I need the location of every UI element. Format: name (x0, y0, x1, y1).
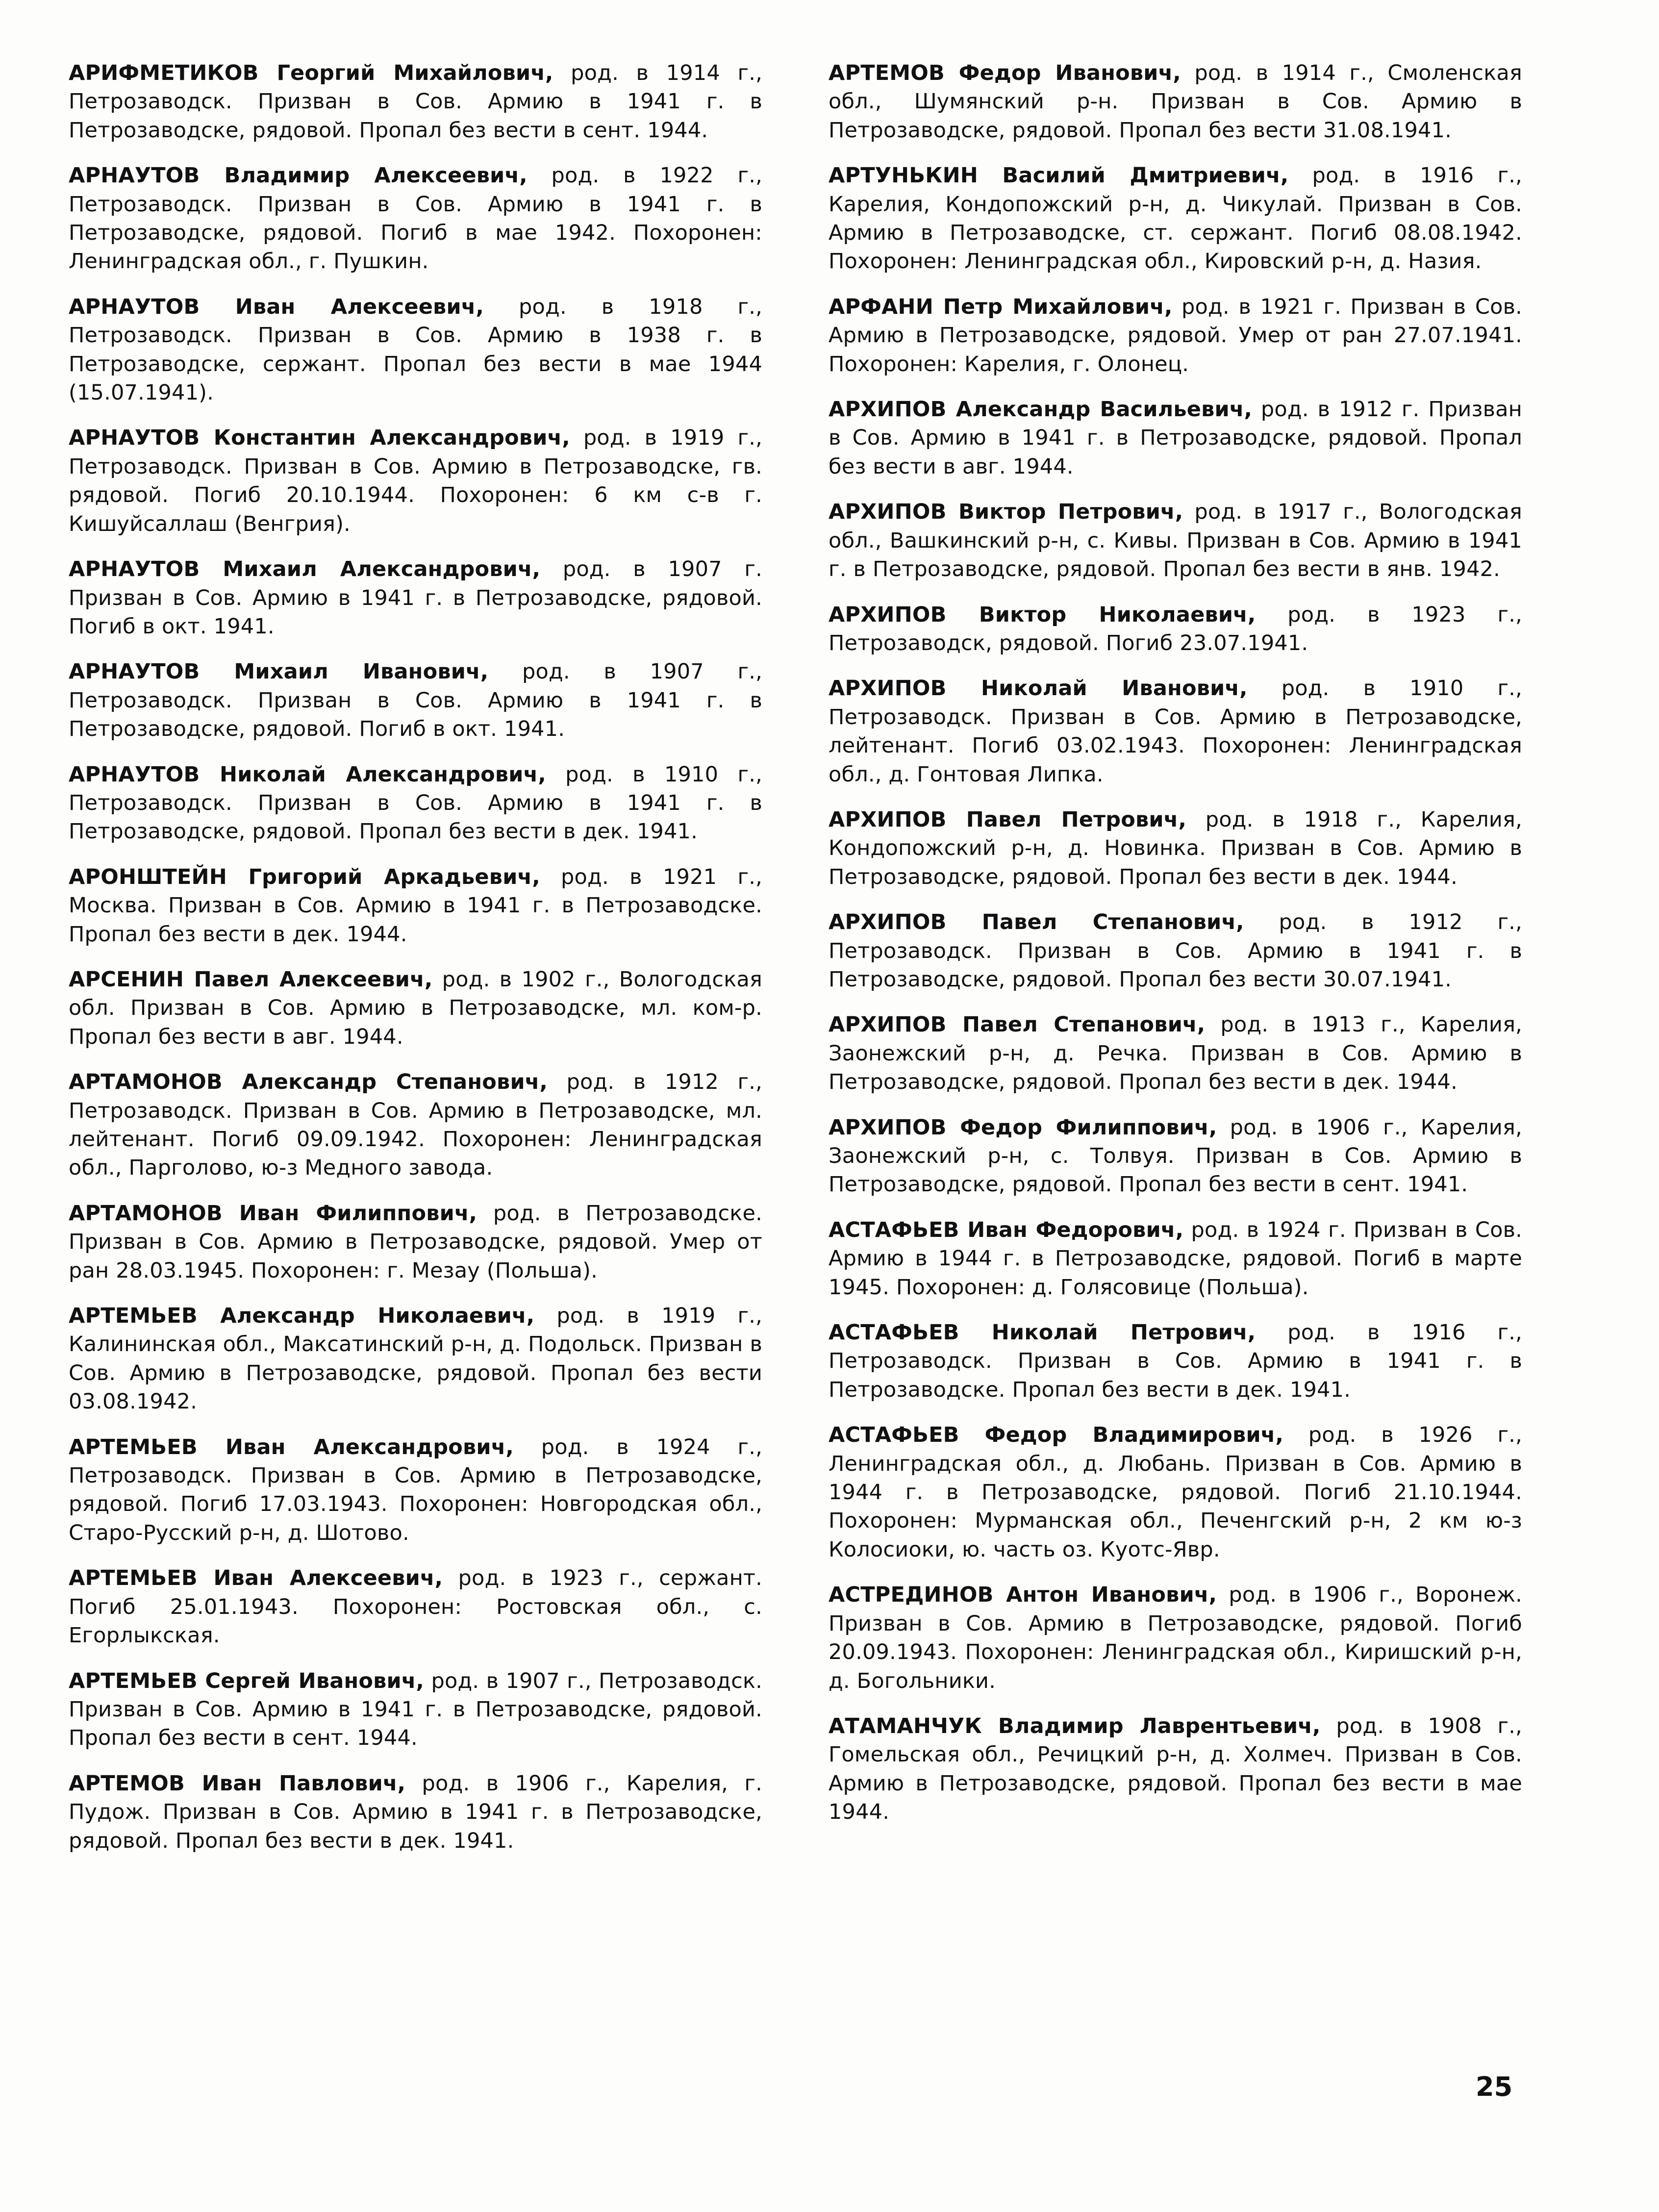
entry (69, 161, 762, 276)
entry-text: род. в 1916 г., Петрозаводск. Призван в Сов. Армию в 1941 г. в Петрозаводске. Пропал без вести в дек. 1941. (829, 1320, 1522, 1402)
entry (829, 161, 1522, 276)
entry-name: АСТРЕДИНОВ Антон Иванович, (829, 1583, 1217, 1608)
page-number: 25 (1476, 2071, 1513, 2102)
entry (829, 293, 1522, 378)
entry (69, 1199, 762, 1285)
entry-name: АРХИПОВ Виктор Петрович, (829, 500, 1183, 525)
entry-name: АРХИПОВ Федор Филиппович, (829, 1115, 1217, 1140)
entry (829, 1010, 1522, 1096)
entry-text: род. в 1926 г., Ленинградская обл., д. Любань. Призван в Сов. Армию в 1944 г. в Петрозаводске, рядовой. Погиб 21.10.1944. Похоронен: Мурманская обл., Печенгский р-н, 2 км ю-з Колосиоки, ю. часть оз. Куотс-Явр. (829, 1423, 1522, 1562)
entry (829, 908, 1522, 994)
entry-name: АРХИПОВ Николай Иванович, (829, 676, 1248, 701)
entry (69, 293, 762, 407)
entry-text: род. в 1907 г., Петрозаводск. Призван в Сов. Армию в 1941 г. в Петрозаводске, рядовой. Пропал без вести в сент. 1944. (69, 1668, 762, 1751)
entry-text: род. в 1924 г. Призван в Сов. Армию в 1944 г. в Петрозаводске, рядовой. Погиб в марте 1945. Похоронен: д. Голясовице (Польша). (829, 1217, 1522, 1300)
entry (829, 498, 1522, 583)
entry-name: АРТАМОНОВ Иван Филиппович, (69, 1201, 478, 1226)
entry-text: род. в 1923 г., сержант. Погиб 25.01.1943. Похоронен: Ростовская обл., с. Егорлыкская. (69, 1566, 763, 1648)
entry-name: АРНАУТОВ Константин Александрович, (69, 426, 570, 451)
entry-name: АРХИПОВ Павел Петрович, (829, 807, 1186, 832)
entry-text: род. в 1919 г., Петрозаводск. Призван в Сов. Армию в Петрозаводске, гв. рядовой. Погиб 20.10.1944. Похоронен: 6 км с-в г. Кишуйсаллаш (Венгрия). (69, 426, 762, 536)
entry (69, 863, 762, 949)
entry-text: род. в 1918 г., Петрозаводск. Призван в Сов. Армию в 1938 г. в Петрозаводске, сержант. Пропал без вести в мае 1944 (15.07.1941). (69, 294, 762, 405)
entry (69, 760, 762, 846)
entry-text: род. в 1914 г., Смоленская обл., Шумянский р-н. Призван в Сов. Армию в Петрозаводске, рядовой. Пропал без вести 31.08.1941. (829, 61, 1522, 143)
entry-text: род. в 1910 г., Петрозаводск. Призван в Сов. Армию в 1941 г. в Петрозаводске, рядовой. Пропал без вести в дек. 1941. (69, 762, 762, 844)
entry-name: АРНАУТОВ Владимир Алексеевич, (69, 163, 528, 188)
entry-name: АРХИПОВ Александр Васильевич, (829, 397, 1253, 422)
entry-name: АРТЕМЬЕВ Иван Алексеевич, (69, 1566, 443, 1591)
entry (69, 1068, 762, 1182)
entry-text: род. в 1917 г., Вологодская обл., Вашкинский р-н, с. Кивы. Призван в Сов. Армию в 1941 г. в Петрозаводске, рядовой. Пропал без вести в янв. 1942. (829, 500, 1522, 582)
entry (69, 965, 762, 1051)
entry-name: АСТАФЬЕВ Николай Петрович, (829, 1320, 1256, 1345)
entry-text: род. в Петрозаводске. Призван в Сов. Армию в Петрозаводске, рядовой. Умер от ран 28.03.1945. Похоронен: г. Мезау (Польша). (69, 1201, 762, 1283)
entry-name: АРНАУТОВ Михаил Иванович, (69, 659, 489, 684)
entry-text: род. в 1906 г., Воронеж. Призван в Сов. Армию в Петрозаводске, рядовой. Погиб 20.09.1943. Похоронен: Ленинградская обл., Киришский р-н, д. Богольники. (829, 1583, 1523, 1693)
entry (829, 601, 1522, 658)
entry-text: род. в 1921 г., Москва. Призван в Сов. Армию в 1941 г. в Петрозаводске. Пропал без вести в дек. 1944. (69, 864, 762, 947)
entry (829, 1581, 1522, 1695)
entry-name: АРНАУТОВ Николай Александрович, (69, 762, 546, 787)
entry-name: АРНАУТОВ Иван Алексеевич, (69, 294, 484, 319)
entry-name: АРОНШТЕЙН Григорий Аркадьевич, (69, 864, 540, 889)
right-column (829, 59, 1522, 1843)
entry (829, 1421, 1522, 1564)
entry (829, 1113, 1522, 1199)
entry-name: АРФАНИ Петр Михайлович, (829, 294, 1173, 319)
entry-text: род. в 1912 г., Петрозаводск. Призван в Сов. Армию в 1941 г. в Петрозаводске, рядовой. Пропал без вести 30.07.1941. (829, 910, 1522, 992)
entry-text: род. в 1907 г., Петрозаводск. Призван в Сов. Армию в 1941 г. в Петрозаводске, рядовой. Погиб в окт. 1941. (69, 659, 762, 742)
entry (829, 1712, 1522, 1827)
entry-text: род. в 1910 г., Петрозаводск. Призван в Сов. Армию в Петрозаводске, лейтенант. Погиб 03.02.1943. Похоронен: Ленинградская обл., д. Гонтовая Липка. (829, 676, 1522, 787)
entry-name: АРТЕМОВ Федор Иванович, (829, 61, 1181, 85)
entry (69, 1667, 762, 1753)
entry-name: АРТЕМЬЕВ Иван Александрович, (69, 1434, 514, 1459)
entry (69, 657, 762, 743)
left-column (69, 59, 762, 1872)
entry-name: АРТАМОНОВ Александр Степанович, (69, 1070, 548, 1095)
entry (69, 1433, 762, 1548)
entry (829, 395, 1522, 481)
entry (829, 1216, 1522, 1302)
entry-text: род. в 1924 г., Петрозаводск. Призван в Сов. Армию в Петрозаводске, рядовой. Погиб 17.03.1943. Похоронен: Новгородская обл., Старо-Русский р-н, д. Шотово. (69, 1434, 762, 1545)
entry-text: род. в 1913 г., Карелия, Заонежский р-н, д. Речка. Призван в Сов. Армию в Петрозаводске, рядовой. Пропал без вести в дек. 1944. (829, 1012, 1523, 1095)
entry-name: АРТЕМЬЕВ Сергей Иванович, (69, 1668, 425, 1693)
entry-name: АРХИПОВ Павел Степанович, (829, 1012, 1206, 1037)
entry (829, 805, 1522, 891)
entry (69, 1564, 762, 1650)
entry-name: АРСЕНИН Павел Алексеевич, (69, 967, 433, 992)
entry (829, 674, 1522, 789)
entry (829, 1318, 1522, 1404)
entry-text: род. в 1918 г., Карелия, Кондопожский р-н, д. Новинка. Призван в Сов. Армию в Петрозаводске, рядовой. Пропал без вести в дек. 1944. (829, 807, 1522, 889)
entry-name: АРХИПОВ Павел Степанович, (829, 910, 1244, 935)
entry-text: род. в 1923 г., Петрозаводск, рядовой. Погиб 23.07.1941. (829, 602, 1522, 655)
entry-text: род. в 1906 г., Карелия, Заонежский р-н, с. Толвуя. Призван в Сов. Армию в Петрозаводске, рядовой. Пропал без вести в сент. 1941. (829, 1115, 1522, 1197)
entry-text: род. в 1922 г., Петрозаводск. Призван в Сов. Армию в 1941 г. в Петрозаводске, рядовой. Погиб в мае 1942. Похоронен: Ленинградская обл., г. Пушкин. (69, 163, 762, 274)
entry-name: АРИФМЕТИКОВ Георгий Михайлович, (69, 61, 553, 85)
entry-name: АСТАФЬЕВ Иван Федорович, (829, 1217, 1184, 1242)
entry-text: род. в 1908 г., Гомельская обл., Речицкий р-н, д. Холмеч. Призван в Сов. Армию в Петрозаводске, рядовой. Пропал без вести в мае 1944. (829, 1713, 1522, 1825)
entry-text: род. в 1914 г., Петрозаводск. Призван в Сов. Армию в 1941 г. в Петрозаводске, рядовой. Пропал без вести в сент. 1944. (69, 61, 762, 143)
entry-text: род. в 1912 г., Петрозаводск. Призван в Сов. Армию в Петрозаводске, мл. лейтенант. Погиб 09.09.1942. Похоронен: Ленинградская обл., Парголово, ю-з Медного завода. (69, 1070, 762, 1181)
entry-text: род. в 1919 г., Калининская обл., Максатинский р-н, д. Подольск. Призван в Сов. Армию в Петрозаводске, рядовой. Пропал без вести 03.08.1942. (69, 1304, 762, 1414)
entry (69, 1769, 762, 1855)
entry (69, 424, 762, 538)
entry-name: АРТЕМОВ Иван Павлович, (69, 1771, 406, 1796)
entry (829, 59, 1522, 145)
entry-name: АРТУНЬКИН Василий Дмитриевич, (829, 163, 1289, 188)
entry (69, 1302, 762, 1416)
entry-name: АРНАУТОВ Михаил Александрович, (69, 557, 541, 582)
entry-name: АСТАФЬЕВ Федор Владимирович, (829, 1423, 1284, 1448)
entry (69, 59, 762, 145)
entry-name: АРХИПОВ Виктор Николаевич, (829, 602, 1256, 627)
entry (69, 555, 762, 641)
entry-text: род. в 1912 г. Призван в Сов. Армию в 1941 г. в Петрозаводске, рядовой. Пропал без вести в авг. 1944. (829, 397, 1522, 479)
entry-name: АТАМАНЧУК Владимир Лаврентьевич, (829, 1713, 1321, 1738)
entry-name: АРТЕМЬЕВ Александр Николаевич, (69, 1304, 535, 1329)
entry-text: род. в 1906 г., Карелия, г. Пудож. Призван в Сов. Армию в 1941 г. в Петрозаводске, рядовой. Пропал без вести в дек. 1941. (69, 1771, 762, 1853)
entry-text: род. в 1907 г. Призван в Сов. Армию в 1941 г. в Петрозаводске, рядовой. Погиб в окт. 1941. (69, 557, 762, 639)
entry-text: род. в 1921 г. Призван в Сов. Армию в Петрозаводске, рядовой. Умер от ран 27.07.1941. Похоронен: Карелия, г. Олонец. (829, 294, 1522, 377)
entry-text: род. в 1916 г., Карелия, Кондопожский р-н, д. Чикулай. Призван в Сов. Армию в Петрозаводске, ст. сержант. Погиб 08.08.1942. Похоронен: Ленинградская обл., Кировский р-н, д. Назия. (829, 163, 1522, 274)
entry-text: род. в 1902 г., Вологодская обл. Призван в Сов. Армию в Петрозаводске, мл. ком-р. Пропал без вести в авг. 1944. (69, 967, 762, 1049)
